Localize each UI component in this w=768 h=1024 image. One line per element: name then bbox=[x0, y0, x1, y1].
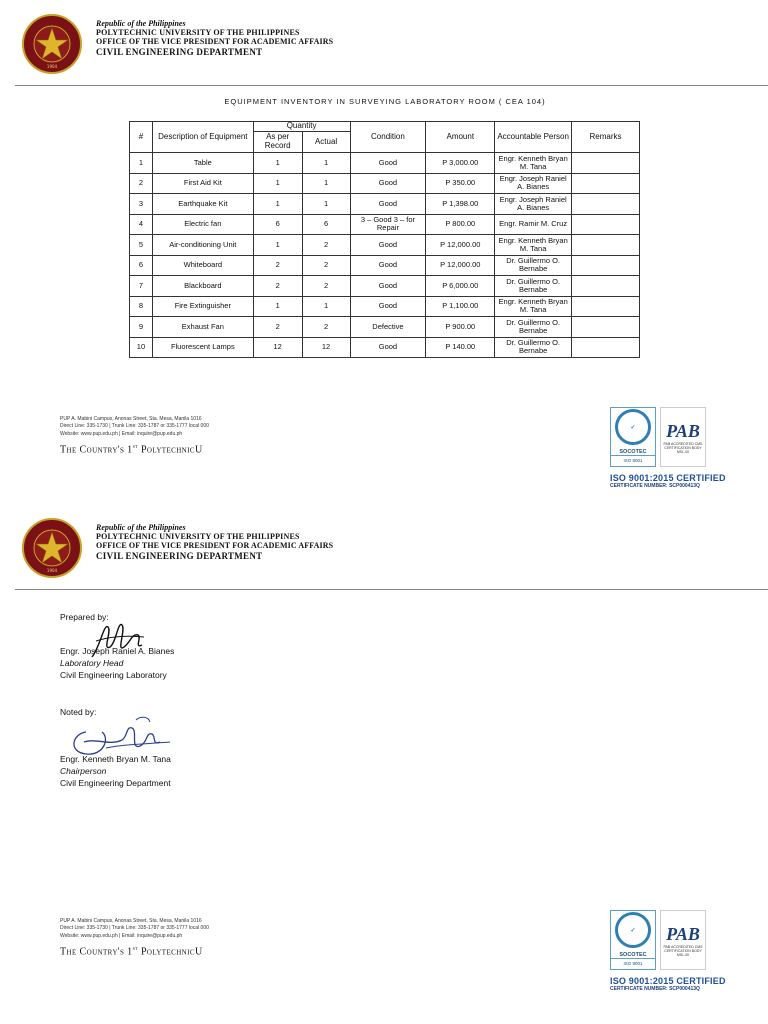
certificate-number: CERTIFICATE NUMBER: SCP000413Q bbox=[610, 986, 700, 992]
col-header-quantity: Quantity bbox=[253, 122, 350, 132]
svg-text:1904: 1904 bbox=[46, 64, 58, 69]
table-row: 7 Blackboard 2 2 Good P 6,000.00 Dr. Guillermo O. Bernabe bbox=[130, 276, 640, 297]
certificate-number: CERTIFICATE NUMBER: SCP000413Q bbox=[610, 483, 700, 489]
col-header-condition: Condition bbox=[350, 122, 426, 153]
table-row: 8 Fire Extinguisher 1 1 Good P 1,100.00 Engr. Kenneth Bryan M. Tana bbox=[130, 296, 640, 317]
iso-badge bbox=[610, 407, 726, 489]
table-row: 6 Whiteboard 2 2 Good P 12,000.00 Dr. Guillermo O. Bernabe bbox=[130, 255, 640, 276]
socotec-logo: ✓ SOCOTEC ISO 9001 bbox=[610, 910, 656, 970]
col-header-as-per-record: As per Record bbox=[253, 132, 302, 153]
col-header-remarks: Remarks bbox=[572, 122, 640, 153]
noted-by-title: Chairperson bbox=[60, 765, 107, 776]
letterhead bbox=[96, 523, 333, 561]
tagline: The Country's 1st PolytechnicU bbox=[60, 444, 203, 456]
letterhead bbox=[96, 19, 333, 57]
tagline: The Country's 1st PolytechnicU bbox=[60, 946, 203, 958]
footer-address: PUP A. Mabini Campus, Anonas Street, Sta. Mesa, Manila 1016 Direct Line: 335-1730 | Trunk Line: 335-1787 or 335-1777 local 000 Website: www.pup.edu.ph | Email: inquire@pup.edu.ph bbox=[60, 416, 209, 437]
table-row: 9 Exhaust Fan 2 2 Defective P 900.00 Dr. Guillermo O. Bernabe bbox=[130, 317, 640, 338]
table-row: 4 Electric fan 6 6 3 – Good 3 – for Repair P 800.00 Engr. Ramir M. Cruz bbox=[130, 214, 640, 235]
prepared-by-unit: Civil Engineering Laboratory bbox=[60, 669, 167, 680]
republic-line: Republic of the Philippines bbox=[96, 523, 186, 532]
iso-badge bbox=[610, 910, 726, 992]
noted-by-label: Noted by: bbox=[60, 707, 97, 717]
table-row: 1 Table 1 1 Good P 3,000.00 Engr. Kenneth Bryan M. Tana bbox=[130, 153, 640, 174]
pup-seal-icon bbox=[24, 16, 80, 72]
inventory-table bbox=[129, 121, 640, 358]
header-divider bbox=[15, 85, 768, 86]
table-row: 3 Earthquake Kit 1 1 Good P 1,398.00 Engr. Joseph Raniel A. Bianes bbox=[130, 194, 640, 215]
col-header-amount: Amount bbox=[426, 122, 495, 153]
university-seal bbox=[22, 14, 82, 74]
office-name: OFFICE OF THE VICE PRESIDENT FOR ACADEMIC AFFAIRS bbox=[96, 541, 334, 551]
prepared-by-name: Engr. Joseph Raniel A. Bianes bbox=[60, 646, 175, 656]
university-seal bbox=[22, 518, 82, 578]
col-header-accountable: Accountable Person bbox=[495, 122, 572, 153]
prepared-by-label: Prepared by: bbox=[60, 612, 109, 622]
pab-mark-icon: PAB bbox=[666, 420, 700, 441]
university-name: POLYTECHNIC UNIVERSITY OF THE PHILIPPINES bbox=[96, 532, 300, 542]
socotec-logo: ✓ SOCOTEC ISO 9001 bbox=[610, 407, 656, 467]
department-name: CIVIL ENGINEERING DEPARTMENT bbox=[96, 550, 263, 561]
pab-logo: PAB PAB ACCREDITED CMS CERTIFICATION BODY MSL-00 bbox=[660, 910, 706, 970]
col-header-actual: Actual bbox=[302, 132, 350, 153]
republic-line: Republic of the Philippines bbox=[96, 19, 186, 28]
socotec-ring-icon: ✓ bbox=[615, 409, 651, 445]
university-name: POLYTECHNIC UNIVERSITY OF THE PHILIPPINES bbox=[96, 28, 300, 38]
table-row: 10 Fluorescent Lamps 12 12 Good P 140.00 Dr. Guillermo O. Bernabe bbox=[130, 337, 640, 358]
socotec-ring-icon: ✓ bbox=[615, 912, 651, 948]
department-name: CIVIL ENGINEERING DEPARTMENT bbox=[96, 46, 263, 57]
pab-logo: PAB PAB ACCREDITED CMS CERTIFICATION BODY MSL-00 bbox=[660, 407, 706, 467]
footer-address: PUP A. Mabini Campus, Anonas Street, Sta. Mesa, Manila 1016 Direct Line: 335-1730 | Trunk Line: 335-1787 or 335-1777 local 000 Website: www.pup.edu.ph | Email: inquire@pup.edu.ph bbox=[60, 918, 209, 939]
table-row: 2 First Aid Kit 1 1 Good P 350.00 Engr. Joseph Raniel A. Bianes bbox=[130, 173, 640, 194]
office-name: OFFICE OF THE VICE PRESIDENT FOR ACADEMIC AFFAIRS bbox=[96, 37, 334, 47]
prepared-by-block bbox=[60, 646, 174, 682]
col-header-description: Description of Equipment bbox=[152, 122, 253, 153]
iso-certified: ISO 9001:2015 CERTIFIED bbox=[610, 473, 726, 483]
noted-by-name: Engr. Kenneth Bryan M. Tana bbox=[60, 754, 171, 764]
noted-by-block bbox=[60, 754, 171, 790]
pab-mark-icon: PAB bbox=[666, 923, 700, 944]
header-divider bbox=[15, 589, 768, 590]
pup-seal-icon bbox=[24, 520, 80, 576]
svg-text:1904: 1904 bbox=[46, 568, 58, 573]
iso-certified: ISO 9001:2015 CERTIFIED bbox=[610, 976, 726, 986]
document-title: EQUIPMENT INVENTORY IN SURVEYING LABORATORY ROOM ( CEA 104) bbox=[224, 97, 546, 106]
table-row: 5 Air-conditioning Unit 1 2 Good P 12,000.00 Engr. Kenneth Bryan M. Tana bbox=[130, 235, 640, 256]
prepared-by-title: Laboratory Head bbox=[60, 657, 124, 668]
col-header-num: # bbox=[130, 122, 153, 153]
noted-by-unit: Civil Engineering Department bbox=[60, 777, 171, 788]
